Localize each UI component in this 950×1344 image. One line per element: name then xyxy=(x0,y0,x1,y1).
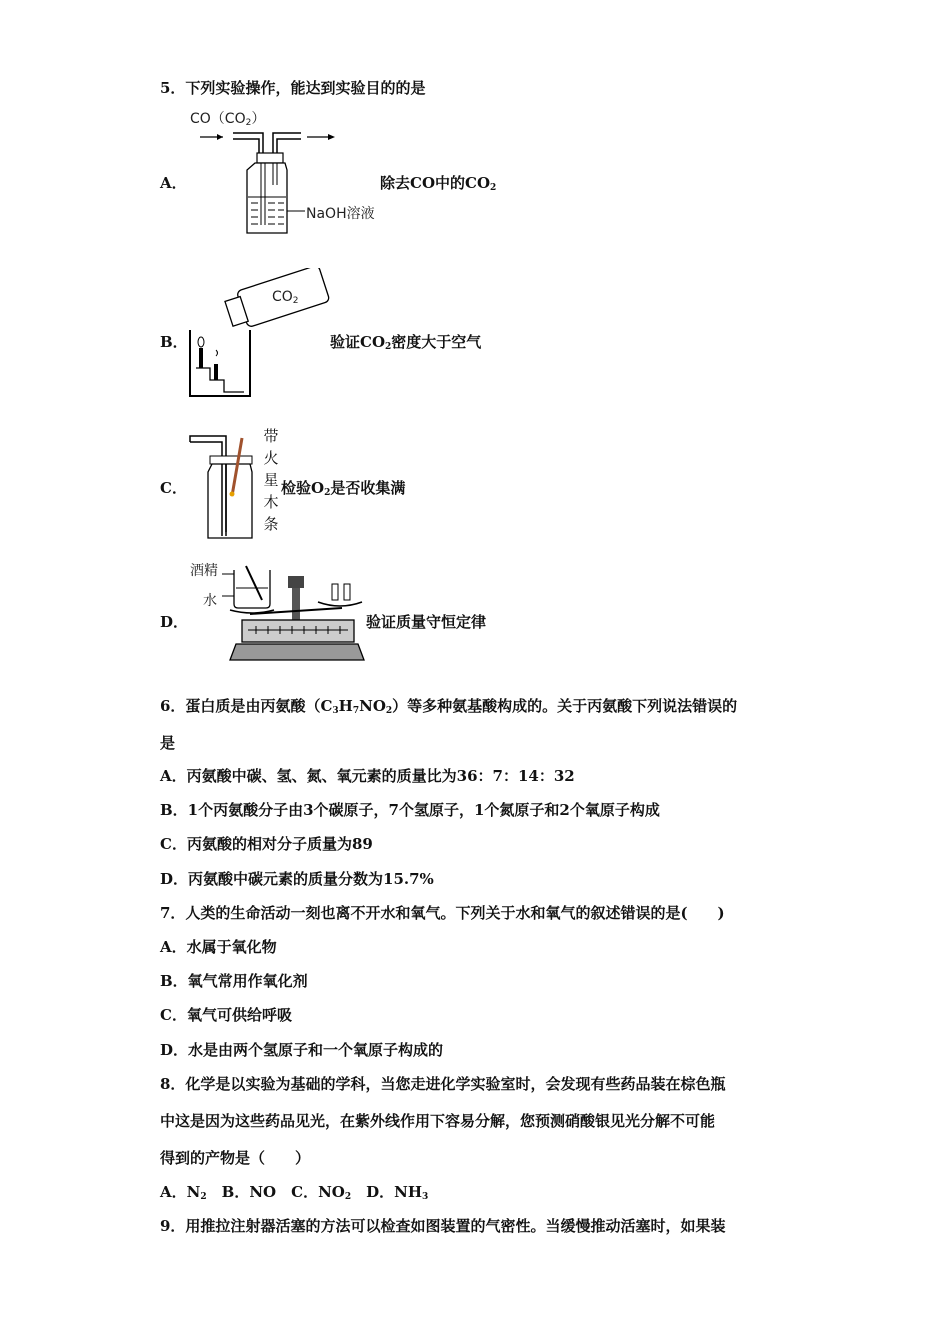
q6-option-c: C．丙氨酸的相对分子质量为89 xyxy=(160,835,373,853)
q9-stem-line1: 9．用推拉注射器活塞的方法可以检查如图装置的气密性。当缓慢推动活塞时，如果装 xyxy=(160,1217,726,1235)
q5-a-gas-label: $CO(CO_2)$ xyxy=(190,111,266,128)
q5-option-d-purpose: 验证质量守恒定律 xyxy=(366,613,487,631)
q6-option-d: D．丙氨酸中碳元素的质量分数为15.7% xyxy=(160,870,434,888)
beaker-candles-figure xyxy=(188,268,333,400)
q5-option-b-purpose: 验证$CO_2$密度大于空气 xyxy=(330,333,482,352)
q6-option-a: A．丙氨酸中碳、氢、氮、氧元素的质量比为36：7：14：32 xyxy=(160,767,575,785)
q5-a-solution-label: NaOH溶液 xyxy=(306,206,375,222)
q5-stem: 5．下列实验操作，能达到实验目的的是 xyxy=(160,79,426,97)
q8-option-b: B．NO xyxy=(221,1183,277,1201)
q5-b-bottle-label: $CO_2$ xyxy=(272,289,299,306)
q7-option-d: D．水是由两个氢原子和一个氧原子构成的 xyxy=(160,1041,444,1059)
q5-option-a-letter: A． xyxy=(160,174,187,192)
q8-options xyxy=(160,1182,428,1202)
q7-option-a: A．水属于氧化物 xyxy=(160,938,277,956)
q7-option-c: C．氧气可供给呼吸 xyxy=(160,1006,292,1024)
q5-c-splint-label: 带 火 星 木 条 xyxy=(263,427,279,533)
q7-stem: 7．人类的生命活动一刻也离不开水和氧气。下列关于水和氧气的叙述错误的是( ) xyxy=(160,904,725,922)
q5-d-water-label: 水 xyxy=(203,593,217,609)
q8-option-d: D．$NH_3$ xyxy=(366,1183,429,1202)
q6-stem-line2: 是 xyxy=(160,734,176,752)
balance-figure xyxy=(222,560,370,664)
gas-bottle-splint-figure xyxy=(186,428,266,543)
q8-stem-line1: 8．化学是以实验为基础的学科，当您走进化学实验室时，会发现有些药品装在棕色瓶 xyxy=(160,1075,726,1093)
q5-option-d-letter: D． xyxy=(160,613,189,631)
q5-option-a-purpose: 除去CO中的$CO_2$ xyxy=(380,174,497,193)
q7-option-b: B．氧气常用作氧化剂 xyxy=(160,972,308,990)
q8-option-a: A．$N_2$ xyxy=(160,1183,207,1202)
q5-option-b-letter: B． xyxy=(160,333,188,351)
q6-option-b: B．1个丙氨酸分子由3个碳原子，7个氢原子，1个氮原子和2个氧原子构成 xyxy=(160,801,660,819)
q5-d-alcohol-label: 酒精 xyxy=(190,563,218,579)
q8-stem-line3: 得到的产物是（ ） xyxy=(160,1149,311,1167)
q6-stem-line1: 6．蛋白质是由丙氨酸$(C_3H_7NO_2)$等多种氨基酸构成的。关于丙氨酸下列说法错误的 xyxy=(160,697,738,716)
q8-option-c: C．$NO_2$ xyxy=(291,1183,352,1202)
q5-option-c-purpose: 检验$O_2$是否收集满 xyxy=(281,479,406,498)
q5-option-c-letter: C． xyxy=(160,479,187,497)
q8-stem-line2: 中这是因为这些药品见光，在紫外线作用下容易分解，您预测硝酸银见光分解不可能 xyxy=(160,1112,716,1130)
